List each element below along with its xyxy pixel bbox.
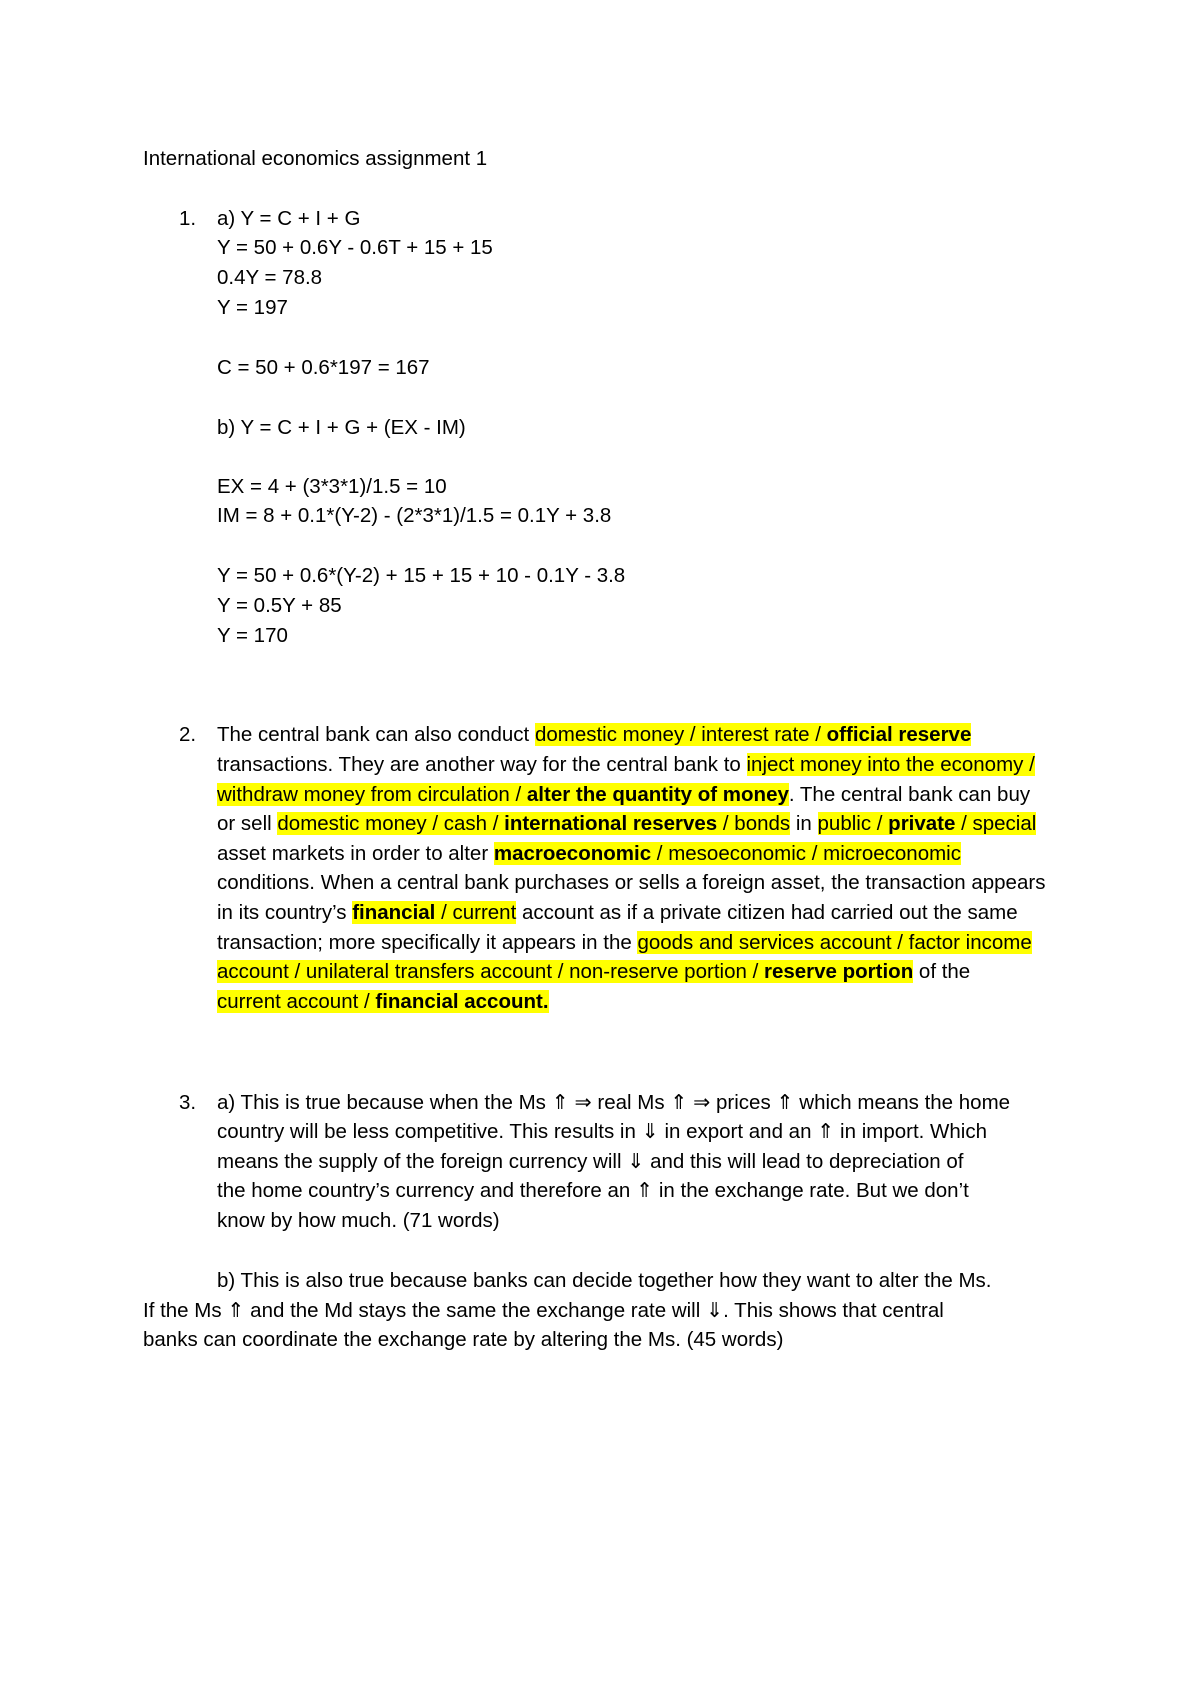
q3-a-line: country will be less competitive. This results in ⇓ in export and an ⇑ in import. Which: [217, 1120, 988, 1143]
q2-line: [217, 840, 961, 868]
q3-a-line: a) This is true because when the Ms ⇑ ⇒ real Ms ⇑ ⇒ prices ⇑ which means the home: [217, 1091, 1011, 1114]
q3-b-line: banks can coordinate the exchange rate by altering the Ms. (45 words): [143, 1328, 784, 1351]
q1-b-line: Y = 170: [217, 624, 288, 647]
q3-b-line: b) This is also true because banks can decide together how they want to alter the Ms.: [217, 1269, 992, 1292]
q3-b-line: If the Ms ⇑ and the Md stays the same the exchange rate will ⇓. This shows that central: [143, 1299, 944, 1322]
q1-b-line: EX = 4 + (3*3*1)/1.5 = 10: [217, 475, 447, 498]
q1-b-line: Y = 0.5Y + 85: [217, 594, 342, 617]
q1-a-line: C = 50 + 0.6*197 = 167: [217, 356, 430, 379]
q2-text: or sell: [217, 812, 278, 835]
q2-text: of the: [913, 960, 971, 983]
q2-highlight: / mesoeconomic / microeconomic: [651, 842, 961, 865]
q2-highlight-answer: financial account.: [375, 990, 549, 1013]
q1-b-line: Y = 50 + 0.6*(Y-2) + 15 + 15 + 10 - 0.1Y - 3.8: [217, 564, 626, 587]
q2-highlight: / current: [435, 901, 517, 924]
q3-a-line: means the supply of the foreign currency will ⇓ and this will lead to depreciation of: [217, 1150, 964, 1173]
q2-text: in: [790, 812, 818, 835]
q1-b-line: b) Y = C + I + G + (EX - IM): [217, 416, 466, 439]
q2-highlight: domestic money / interest rate /: [534, 723, 827, 746]
q2-line: [217, 988, 549, 1016]
q2-highlight-answer: financial: [352, 901, 436, 924]
q2-line: [217, 721, 971, 749]
q2-text: . The central bank can buy: [788, 783, 1031, 806]
q2-highlight: / bonds: [717, 812, 791, 835]
q2-line: [217, 781, 1030, 809]
q2-highlight-answer: alter the quantity of money: [526, 783, 789, 806]
q2-highlight: inject money into the economy /: [746, 753, 1035, 776]
q1-a-line: a) Y = C + I + G: [217, 207, 361, 230]
q2-line: [217, 929, 1032, 957]
q1-number: 1.: [179, 207, 197, 230]
q2-line: conditions. When a central bank purchases or sells a foreign asset, the transaction appears: [217, 871, 1046, 894]
q1-b-line: IM = 8 + 0.1*(Y-2) - (2*3*1)/1.5 = 0.1Y + 3.8: [217, 504, 612, 527]
q2-text: in its country’s: [217, 901, 353, 924]
q3-number: 3.: [179, 1091, 197, 1114]
q2-line: [217, 958, 970, 986]
q2-highlight: account / unilateral transfers account / non-reserve portion /: [217, 960, 764, 983]
document-title: International economics assignment 1: [143, 147, 488, 170]
q2-line: [217, 751, 1035, 779]
q2-highlight-answer: macroeconomic: [493, 842, 652, 865]
q2-highlight: domestic money / cash /: [277, 812, 505, 835]
q2-highlight: current account /: [217, 990, 376, 1013]
q2-highlight: / special: [955, 812, 1037, 835]
q2-highlight-answer: official reserve: [826, 723, 972, 746]
q2-highlight: withdraw money from circulation /: [217, 783, 527, 806]
q3-a-line: the home country’s currency and therefore an ⇑ in the exchange rate. But we don’t: [217, 1179, 969, 1202]
q2-number: 2.: [179, 723, 197, 746]
q3-a-line: know by how much. (71 words): [217, 1209, 500, 1232]
q2-highlight-answer: private: [888, 812, 956, 835]
q2-highlight: public /: [817, 812, 889, 835]
q2-line: [217, 899, 1018, 927]
q2-highlight-answer: reserve portion: [763, 960, 914, 983]
q1-a-line: 0.4Y = 78.8: [217, 266, 323, 289]
q2-text: transactions. They are another way for the central bank to: [217, 753, 747, 776]
q2-text: The central bank can also conduct: [217, 723, 535, 746]
q2-line: [217, 810, 1036, 838]
q2-text: asset markets in order to alter: [217, 842, 494, 865]
q2-text: transaction; more specifically it appears in the: [217, 931, 638, 954]
q1-a-line: Y = 197: [217, 296, 288, 319]
q1-a-line: Y = 50 + 0.6Y - 0.6T + 15 + 15: [217, 236, 493, 259]
q2-highlight-answer: international reserves: [504, 812, 718, 835]
q2-highlight: goods and services account / factor income: [637, 931, 1032, 954]
q2-text: account as if a private citizen had carried out the same: [516, 901, 1018, 924]
